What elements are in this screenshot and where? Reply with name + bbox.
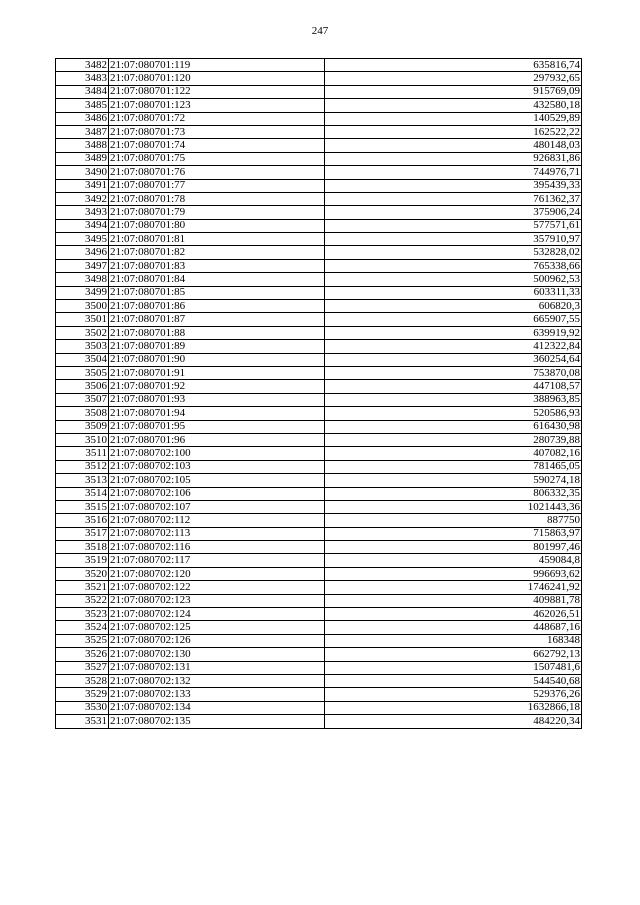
- table-row: [56, 340, 582, 353]
- cadastral-number-cell: 21:07:080701:83: [109, 259, 325, 272]
- cadastral-number-cell: 21:07:080702:117: [109, 554, 325, 567]
- table-row: [56, 621, 582, 634]
- cadastral-value-cell: 765338,66: [325, 259, 582, 272]
- cadastral-value-cell: 412322,84: [325, 340, 582, 353]
- cadastral-number-cell: 21:07:080701:79: [109, 206, 325, 219]
- table-row: [56, 674, 582, 687]
- table-row: [56, 380, 582, 393]
- table-row: [56, 152, 582, 165]
- row-number-cell: 3485: [56, 99, 109, 112]
- cadastral-number-cell: 21:07:080702:113: [109, 527, 325, 540]
- row-number-cell: 3488: [56, 139, 109, 152]
- table-row: [56, 112, 582, 125]
- cadastral-number-cell: 21:07:080701:123: [109, 99, 325, 112]
- table-row: [56, 460, 582, 473]
- row-number-cell: 3510: [56, 433, 109, 446]
- table-row: [56, 326, 582, 339]
- table-row: [56, 715, 582, 728]
- row-number-cell: 3524: [56, 621, 109, 634]
- cadastral-number-cell: 21:07:080701:120: [109, 72, 325, 85]
- cadastral-value-cell: 140529,89: [325, 112, 582, 125]
- cadastral-value-cell: 520586,93: [325, 407, 582, 420]
- cadastral-number-cell: 21:07:080701:84: [109, 273, 325, 286]
- cadastral-value-cell: 781465,05: [325, 460, 582, 473]
- cadastral-number-cell: 21:07:080702:105: [109, 474, 325, 487]
- row-number-cell: 3489: [56, 152, 109, 165]
- table-row: [56, 233, 582, 246]
- cadastral-value-cell: 753870,08: [325, 366, 582, 379]
- cadastral-number-cell: 21:07:080702:123: [109, 594, 325, 607]
- row-number-cell: 3522: [56, 594, 109, 607]
- table-row: [56, 567, 582, 580]
- cadastral-value-cell: 996693,62: [325, 567, 582, 580]
- row-number-cell: 3490: [56, 166, 109, 179]
- table-row: [56, 166, 582, 179]
- cadastral-number-cell: 21:07:080701:87: [109, 313, 325, 326]
- row-number-cell: 3484: [56, 85, 109, 98]
- cadastral-value-cell: 375906,24: [325, 206, 582, 219]
- table-row: [56, 219, 582, 232]
- table-row: [56, 192, 582, 205]
- row-number-cell: 3523: [56, 608, 109, 621]
- row-number-cell: 3505: [56, 366, 109, 379]
- row-number-cell: 3486: [56, 112, 109, 125]
- row-number-cell: 3513: [56, 474, 109, 487]
- row-number-cell: 3507: [56, 393, 109, 406]
- cadastral-number-cell: 21:07:080701:95: [109, 420, 325, 433]
- row-number-cell: 3491: [56, 179, 109, 192]
- table-row: [56, 273, 582, 286]
- cadastral-number-cell: 21:07:080702:122: [109, 581, 325, 594]
- row-number-cell: 3482: [56, 59, 109, 72]
- cadastral-number-cell: 21:07:080701:85: [109, 286, 325, 299]
- table-row: [56, 393, 582, 406]
- cadastral-number-cell: 21:07:080702:125: [109, 621, 325, 634]
- table-row: [56, 125, 582, 138]
- cadastral-value-cell: 395439,33: [325, 179, 582, 192]
- page-number: 247: [311, 25, 329, 37]
- table-row: [56, 648, 582, 661]
- row-number-cell: 3514: [56, 487, 109, 500]
- row-number-cell: 3506: [56, 380, 109, 393]
- table-row: [56, 594, 582, 607]
- table-row: [56, 286, 582, 299]
- row-number-cell: 3509: [56, 420, 109, 433]
- cadastral-value-cell: 409881,78: [325, 594, 582, 607]
- table-row: [56, 701, 582, 714]
- cadastral-number-cell: 21:07:080701:77: [109, 179, 325, 192]
- cadastral-number-cell: 21:07:080701:78: [109, 192, 325, 205]
- cadastral-value-cell: 1021443,36: [325, 500, 582, 513]
- table-row: [56, 527, 582, 540]
- cadastral-value-cell: 297932,65: [325, 72, 582, 85]
- row-number-cell: 3498: [56, 273, 109, 286]
- row-number-cell: 3501: [56, 313, 109, 326]
- cadastral-number-cell: 21:07:080701:93: [109, 393, 325, 406]
- row-number-cell: 3520: [56, 567, 109, 580]
- cadastral-value-cell: 407082,16: [325, 447, 582, 460]
- table-row: [56, 179, 582, 192]
- cadastral-value-cell: 448687,16: [325, 621, 582, 634]
- cadastral-value-cell: 484220,34: [325, 715, 582, 728]
- table-row: [56, 59, 582, 72]
- cadastral-value-cell: 915769,09: [325, 85, 582, 98]
- row-number-cell: 3492: [56, 192, 109, 205]
- cadastral-number-cell: 21:07:080701:81: [109, 233, 325, 246]
- table-row: [56, 447, 582, 460]
- row-number-cell: 3499: [56, 286, 109, 299]
- cadastral-number-cell: 21:07:080701:82: [109, 246, 325, 259]
- cadastral-value-cell: 665907,55: [325, 313, 582, 326]
- cadastral-number-cell: 21:07:080701:96: [109, 433, 325, 446]
- row-number-cell: 3502: [56, 326, 109, 339]
- table-row: [56, 99, 582, 112]
- cadastral-number-cell: 21:07:080701:73: [109, 125, 325, 138]
- table-row: [56, 139, 582, 152]
- cadastral-number-cell: 21:07:080702:132: [109, 674, 325, 687]
- row-number-cell: 3500: [56, 300, 109, 313]
- table-row: [56, 300, 582, 313]
- cadastral-value-cell: 462026,51: [325, 608, 582, 621]
- row-number-cell: 3517: [56, 527, 109, 540]
- row-number-cell: 3493: [56, 206, 109, 219]
- table-row: [56, 407, 582, 420]
- cadastral-number-cell: 21:07:080702:120: [109, 567, 325, 580]
- cadastral-value-cell: 715863,97: [325, 527, 582, 540]
- row-number-cell: 3497: [56, 259, 109, 272]
- cadastral-value-cell: 357910,97: [325, 233, 582, 246]
- cadastral-value-cell: 459084,8: [325, 554, 582, 567]
- row-number-cell: 3525: [56, 634, 109, 647]
- cadastral-value-cell: 603311,33: [325, 286, 582, 299]
- row-number-cell: 3519: [56, 554, 109, 567]
- cadastral-value-cell: 887750: [325, 514, 582, 527]
- table-row: [56, 313, 582, 326]
- table-row: [56, 541, 582, 554]
- cadastral-number-cell: 21:07:080701:88: [109, 326, 325, 339]
- table-row: [56, 353, 582, 366]
- row-number-cell: 3529: [56, 688, 109, 701]
- cadastral-number-cell: 21:07:080701:86: [109, 300, 325, 313]
- table-row: [56, 420, 582, 433]
- cadastral-number-cell: 21:07:080702:131: [109, 661, 325, 674]
- row-number-cell: 3521: [56, 581, 109, 594]
- row-number-cell: 3527: [56, 661, 109, 674]
- row-number-cell: 3528: [56, 674, 109, 687]
- table-row: [56, 661, 582, 674]
- cadastral-value-cell: 280739,88: [325, 433, 582, 446]
- cadastral-value-cell: 500962,53: [325, 273, 582, 286]
- row-number-cell: 3526: [56, 648, 109, 661]
- cadastral-value-cell: 761362,37: [325, 192, 582, 205]
- row-number-cell: 3508: [56, 407, 109, 420]
- cadastral-number-cell: 21:07:080702:103: [109, 460, 325, 473]
- cadastral-number-cell: 21:07:080701:90: [109, 353, 325, 366]
- row-number-cell: 3494: [56, 219, 109, 232]
- cadastral-value-cell: 635816,74: [325, 59, 582, 72]
- cadastral-number-cell: 21:07:080701:72: [109, 112, 325, 125]
- cadastral-number-cell: 21:07:080702:116: [109, 541, 325, 554]
- table-row: [56, 688, 582, 701]
- table-body: [56, 59, 582, 729]
- cadastral-number-cell: 21:07:080701:119: [109, 59, 325, 72]
- cadastral-number-cell: 21:07:080701:89: [109, 340, 325, 353]
- table-row: [56, 85, 582, 98]
- cadastral-number-cell: 21:07:080702:134: [109, 701, 325, 714]
- table-row: [56, 206, 582, 219]
- table-row: [56, 72, 582, 85]
- cadastral-number-cell: 21:07:080702:100: [109, 447, 325, 460]
- cadastral-value-cell: 447108,57: [325, 380, 582, 393]
- cadastral-value-cell: 744976,71: [325, 166, 582, 179]
- cadastral-number-cell: 21:07:080702:107: [109, 500, 325, 513]
- table-row: [56, 608, 582, 621]
- cadastral-value-cell: 926831,86: [325, 152, 582, 165]
- table-row: [56, 634, 582, 647]
- cadastral-value-cell: 162522,22: [325, 125, 582, 138]
- cadastral-number-cell: 21:07:080702:130: [109, 648, 325, 661]
- cadastral-number-cell: 21:07:080702:106: [109, 487, 325, 500]
- table-row: [56, 581, 582, 594]
- cadastral-number-cell: 21:07:080701:122: [109, 85, 325, 98]
- row-number-cell: 3511: [56, 447, 109, 460]
- table-row: [56, 366, 582, 379]
- table-row: [56, 433, 582, 446]
- cadastral-value-cell: 388963,85: [325, 393, 582, 406]
- table-row: [56, 554, 582, 567]
- cadastral-value-cell: 1746241,92: [325, 581, 582, 594]
- row-number-cell: 3531: [56, 715, 109, 728]
- cadastral-number-cell: 21:07:080701:75: [109, 152, 325, 165]
- cadastral-number-cell: 21:07:080701:76: [109, 166, 325, 179]
- cadastral-value-cell: 806332,35: [325, 487, 582, 500]
- cadastral-number-cell: 21:07:080701:92: [109, 380, 325, 393]
- table-row: [56, 246, 582, 259]
- cadastral-value-cell: 577571,61: [325, 219, 582, 232]
- cadastral-value-cell: 662792,13: [325, 648, 582, 661]
- row-number-cell: 3516: [56, 514, 109, 527]
- cadastral-value-cell: 432580,18: [325, 99, 582, 112]
- cadastral-value-cell: 616430,98: [325, 420, 582, 433]
- cadastral-value-cell: 480148,03: [325, 139, 582, 152]
- cadastral-value-cell: 639919,92: [325, 326, 582, 339]
- cadastral-number-cell: 21:07:080702:124: [109, 608, 325, 621]
- table-row: [56, 514, 582, 527]
- cadastral-value-cell: 1632866,18: [325, 701, 582, 714]
- row-number-cell: 3503: [56, 340, 109, 353]
- cadastral-value-cell: 1507481,6: [325, 661, 582, 674]
- cadastral-number-cell: 21:07:080701:74: [109, 139, 325, 152]
- row-number-cell: 3518: [56, 541, 109, 554]
- cadastral-number-cell: 21:07:080701:94: [109, 407, 325, 420]
- cadastral-value-cell: 360254,64: [325, 353, 582, 366]
- row-number-cell: 3512: [56, 460, 109, 473]
- cadastral-value-cell: 529376,26: [325, 688, 582, 701]
- cadastral-number-cell: 21:07:080702:135: [109, 715, 325, 728]
- cadastral-value-cell: 532828,02: [325, 246, 582, 259]
- row-number-cell: 3496: [56, 246, 109, 259]
- cadastral-number-cell: 21:07:080701:80: [109, 219, 325, 232]
- cadastral-value-cell: 606820,3: [325, 300, 582, 313]
- table-row: [56, 474, 582, 487]
- row-number-cell: 3483: [56, 72, 109, 85]
- cadastral-value-cell: 590274,18: [325, 474, 582, 487]
- row-number-cell: 3515: [56, 500, 109, 513]
- row-number-cell: 3504: [56, 353, 109, 366]
- cadastral-number-cell: 21:07:080702:133: [109, 688, 325, 701]
- row-number-cell: 3487: [56, 125, 109, 138]
- cadastral-value-cell: 801997,46: [325, 541, 582, 554]
- cadastral-number-cell: 21:07:080702:112: [109, 514, 325, 527]
- table-row: [56, 487, 582, 500]
- cadastral-value-cell: 168348: [325, 634, 582, 647]
- table-row: [56, 500, 582, 513]
- row-number-cell: 3530: [56, 701, 109, 714]
- cadastral-number-cell: 21:07:080701:91: [109, 366, 325, 379]
- cadastral-number-cell: 21:07:080702:126: [109, 634, 325, 647]
- cadastral-value-table: [55, 58, 582, 729]
- table-row: [56, 259, 582, 272]
- row-number-cell: 3495: [56, 233, 109, 246]
- cadastral-value-cell: 544540,68: [325, 674, 582, 687]
